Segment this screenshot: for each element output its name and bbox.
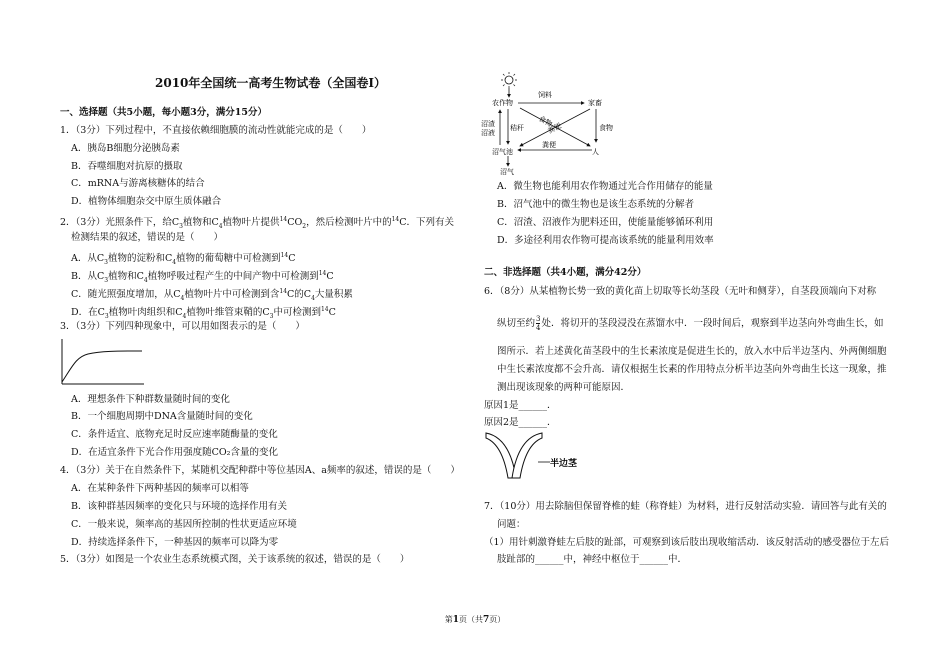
question-3-stem: 3．（3分）下列四种现象中，可以用如图表示的是（ ） [60,321,305,332]
q4-option-b: B．该种群基因频率的变化只与环境的选择作用有关 [71,501,287,512]
q1-option-c: C．mRNA与游离核糖体的结合 [71,178,205,189]
q3-option-a: A．理想条件下种群数量随时间的变化 [71,394,230,405]
q2-option-c: C．随光照强度增加，从$C_4$植物叶片中可检测到含$^{14}$C的$C_4$大量积累 [71,288,353,303]
sun-icon [501,72,517,88]
question-6-line5: 测出现该现象的两种可能原因． [497,382,631,393]
half-stem-label: 半边茎 [550,459,578,469]
q1-option-d: D．植物体细胞杂交中原生质体融合 [71,196,222,207]
label-residue: 沼渣 [481,120,495,128]
page-footer: 第1页（共7页） [444,615,506,625]
node-biogas-pool: 沼气池 [492,148,513,156]
question-6-line1: 6．（8分）从某植物长势一致的黄化苗上切取等长幼茎段（无叶和侧芽），自茎段顶端向下对称 [484,286,877,297]
q3-option-b: B．一个细胞周期中DNA含量随时间的变化 [71,411,253,422]
question-2-stem: 2．（3分）光照条件下，给$C_3$植物和$C_4$植物叶片提供$^{14}CO_2$，然后检测叶片中的$^{14}$C．下列有关 [60,216,455,231]
node-biogas: 沼气 [500,168,514,176]
q5-option-c: C．沼渣、沼液作为肥料还田，使能量能够循环利用 [497,217,714,228]
question-7-part1-line1: （1）用针刺激脊蛙左后肢的趾部，可观察到该后肢出现收缩活动．该反射活动的感受器位于左后 [484,537,890,548]
half-stem-right [512,433,542,478]
question-6-line2: 纵切至约 $\frac{3}{4}$ 处．将切开的茎段浸没在蒸馏水中．一段时间后，观察到半边茎向外弯曲生长，如 [497,315,884,332]
page-title: 2010年全国统一高考生物试卷（全国卷Ⅰ） [155,76,387,90]
q5-option-b: B．沼气池中的微生物也是该生态系统的分解者 [497,199,694,210]
node-human: 人 [592,148,599,156]
label-slurry: 沼液 [481,129,495,137]
question-4-stem: 4．（3分）关于在自然条件下，某随机交配种群中等位基因A、a频率的叙述，错误的是（ ） [60,465,460,476]
question-7-line1: 7．（10分）用去除脑但保留脊椎的蛙（称脊蛙）为材料，进行反射活动实验．请回答与此有关的 [484,501,887,512]
q2-option-d: D．在$C_3$植物叶肉组织和$C_4$植物叶维管束鞘的$C_3$中可检测到$^{14}$C [71,306,336,321]
agro-ecosystem-diagram [478,70,618,178]
label-food-vertical: 食物 [599,124,613,132]
question-2-stem-line2: 检测结果的叙述，错误的是（ ） [71,232,224,243]
half-stem-left [486,433,516,478]
saturation-curve-figure [58,337,148,389]
label-feces-diagonal: 粪便 [546,121,563,136]
answer-reason-1: 原因1是______． [484,400,557,411]
label-straw: 秸秆 [510,124,524,132]
answer-reason-2: 原因2是______． [484,417,557,428]
label-feces-bottom: 粪便 [542,141,556,149]
q5-option-d: D．多途径利用农作物可提高该系统的能量利用效率 [497,235,714,246]
q3-option-d: D．在适宜条件下光合作用强度随CO₂含量的变化 [71,447,278,458]
section-heading-choice: 一、选择题（共5小题，每小题3分，满分15分） [60,107,267,118]
q4-option-d: D．持续选择条件下，一种基因的频率可以降为零 [71,537,279,548]
question-5-stem: 5．（3分）如图是一个农业生态系统模式图，关于该系统的叙述，错误的是（ ） [60,554,410,565]
saturation-curve [62,351,142,382]
question-6-line4: 中生长素浓度都不会升高．请仅根据生长素的作用特点分析半边茎向外弯曲生长这一现象，推 [497,364,887,375]
q2-option-a: A．从$C_3$植物的淀粉和$C_4$植物的葡萄糖中可检测到$^{14}$C [71,252,296,267]
q1-option-b: B．吞噬细胞对抗原的摄取 [71,161,183,172]
node-livestock: 家畜 [588,99,602,107]
q4-option-a: A．在某种条件下两种基因的频率可以相等 [71,483,249,494]
fraction: $\frac{3}{4}$ [536,315,541,332]
q3-option-c: C．条件适宜、底物充足时反应速率随酶量的变化 [71,429,278,440]
node-crops: 农作物 [492,99,513,107]
q4-option-c: C．一般来说，频率高的基因所控制的性状更适应环境 [71,519,297,530]
label-food-diagonal: 食物 [537,114,554,129]
question-6-line3: 图所示．若上述黄化苗茎段中的生长素浓度是促进生长的，放入水中后半边茎内、外两侧细胞 [497,346,887,357]
q2-option-b: B．从$C_3$植物和$C_4$植物呼吸过程产生的中间产物中可检测到$^{14}$C [71,270,334,285]
q5-option-a: A．微生物也能利用农作物通过光合作用储存的能量 [497,181,713,192]
q1-option-a: A．胰岛B细胞分泌胰岛素 [71,143,180,154]
question-7-line2: 问题： [497,519,526,530]
question-1-stem: 1．（3分）下列过程中，不直接依赖细胞膜的流动性就能完成的是（ ） [60,125,372,136]
label-feed: 饲料 [538,91,552,99]
half-stem-figure [480,432,595,487]
question-7-part1-line2: 肢趾部的______中，神经中枢位于______中． [497,554,688,565]
section-heading-nonchoice: 二、非选择题（共4小题，满分42分） [484,267,647,278]
